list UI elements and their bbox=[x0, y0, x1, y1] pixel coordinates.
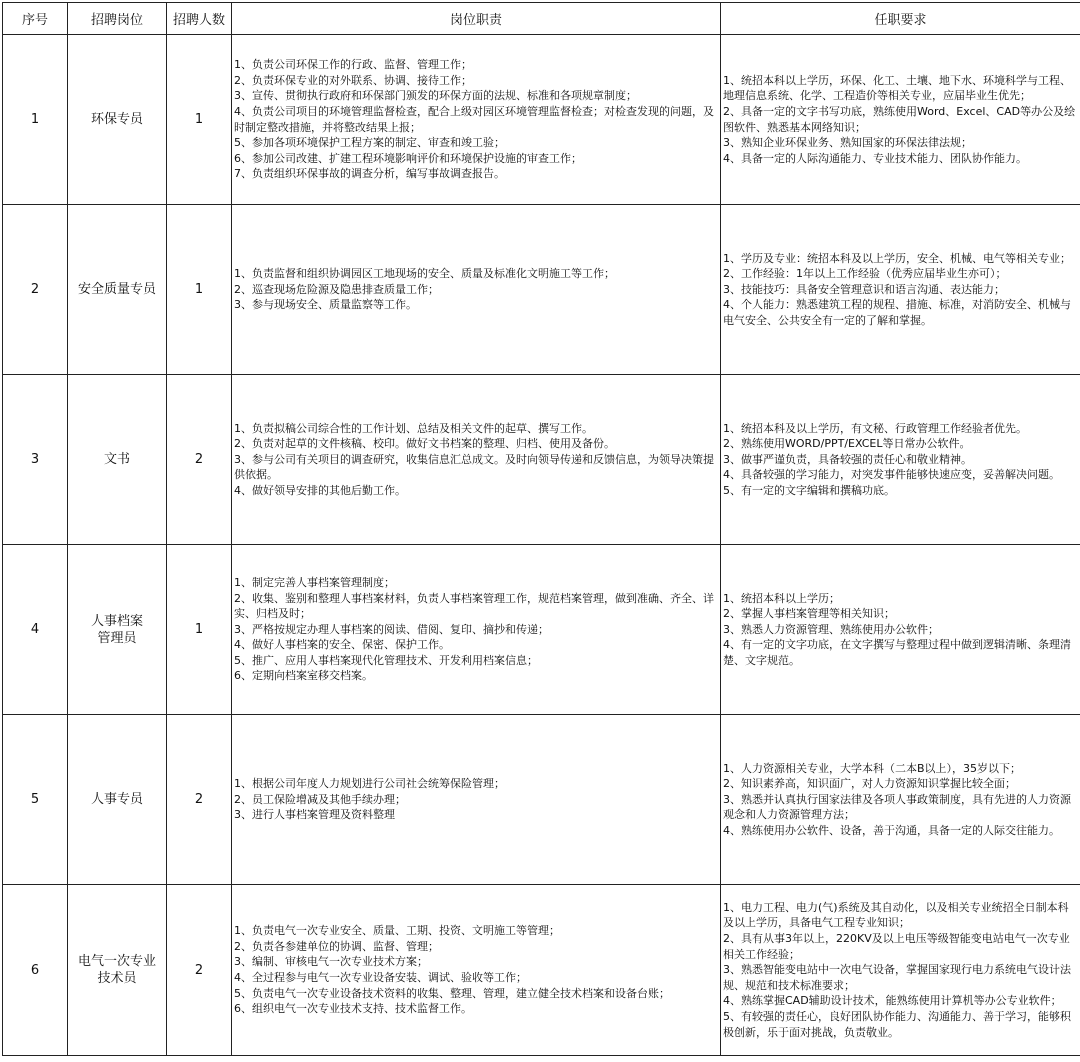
requirement-item: 3、技能技巧：具备安全管理意识和语言沟通、表达能力； bbox=[723, 282, 1005, 296]
requirement-item: 3、熟悉智能变电站中一次电气设备，掌握国家现行电力系统电气设计法规、规范和技术标准要求； bbox=[723, 963, 1071, 992]
requirement-item: 3、熟悉并认真执行国家法律及各项人事政策制度，具有先进的人力资源观念和人力资源管理方法； bbox=[723, 792, 1071, 822]
duty-item: 5、参加各项环境保护工程方案的制定、审查和竣工验； bbox=[234, 136, 505, 150]
row-count: 2 bbox=[167, 715, 232, 885]
row-no: 6 bbox=[3, 885, 68, 1056]
row-duties bbox=[232, 885, 721, 1056]
duty-item: 3、宣传、贯彻执行政府和环保部门颁发的环保方面的法规、标准和各项规章制度； bbox=[234, 89, 637, 103]
table-row bbox=[3, 885, 1080, 1056]
requirement-item: 3、做事严谨负责，具备较强的责任心和敬业精神。 bbox=[723, 452, 972, 466]
duty-item: 4、做好人事档案的安全、保密、保护工作。 bbox=[234, 638, 450, 652]
requirement-item: 5、有一定的文字编辑和撰稿功底。 bbox=[723, 483, 895, 497]
requirement-item: 1、学历及专业：统招本科及以上学历，安全、机械、电气等相关专业； bbox=[723, 251, 1071, 265]
requirement-item: 4、有一定的文字功底，在文字撰写与整理过程中做到逻辑清晰、条理清楚、文字规范。 bbox=[723, 638, 1071, 667]
duty-item: 5、负责电气一次专业设备技术资料的收集、整理、管理，建立健全技术档案和设备台账； bbox=[234, 986, 670, 1000]
duty-item: 2、负责各参建单位的协调、监督、管理； bbox=[234, 939, 439, 953]
requirement-item: 2、熟练使用WORD/PPT/EXCEL等日常办公软件。 bbox=[723, 437, 971, 451]
row-position bbox=[68, 545, 167, 715]
duty-item: 6、参加公司改建、扩建工程环境影响评价和环境保护设施的审查工作； bbox=[234, 151, 582, 165]
duty-item: 7、负责组织环保事故的调查分析，编写事故调查报告。 bbox=[234, 167, 505, 181]
duty-item: 3、参与公司有关项目的调查研究，收集信息汇总成文。及时向领导传递和反馈信息，为领导决策提供依据。 bbox=[234, 452, 714, 482]
row-position bbox=[68, 205, 167, 375]
row-duties bbox=[232, 715, 721, 885]
header-no: 序号 bbox=[3, 3, 68, 35]
duty-item: 2、巡查现场危险源及隐患排查质量工作； bbox=[234, 282, 439, 296]
table-row bbox=[3, 545, 1080, 715]
duty-item: 5、推广、应用人事档案现代化管理技术、开发利用档案信息； bbox=[234, 653, 538, 667]
row-duties bbox=[232, 35, 721, 205]
row-requirements bbox=[721, 545, 1080, 715]
position-line: 管理员 bbox=[97, 630, 137, 646]
table-header-row bbox=[3, 3, 1080, 35]
table-row bbox=[3, 35, 1080, 205]
duty-item: 3、参与现场安全、质量监察等工作。 bbox=[234, 298, 417, 312]
row-no: 4 bbox=[3, 545, 68, 715]
requirement-item: 1、统招本科以上学历； bbox=[723, 591, 840, 605]
row-count: 1 bbox=[167, 35, 232, 205]
row-requirements bbox=[721, 715, 1080, 885]
row-position bbox=[68, 715, 167, 885]
requirement-item: 1、电力工程、电力(气)系统及其自动化，以及相关专业统招全日制本科及以上学历，具备电气工程专业知识； bbox=[723, 900, 1069, 930]
row-requirements bbox=[721, 885, 1080, 1056]
duty-item: 3、编制、审核电气一次专业技术方案； bbox=[234, 955, 428, 969]
duty-item: 4、负责公司项目的环境管理监督检查，配合上级对园区环境管理监督检查；对检查发现的问题，及时制定整改措施，并将整改结果上报； bbox=[234, 104, 714, 134]
row-count: 1 bbox=[167, 545, 232, 715]
requirement-item: 3、熟知企业环保业务、熟知国家的环保法律法规； bbox=[723, 136, 972, 150]
duty-item: 1、负责公司环保工作的行政、监督、管理工作； bbox=[234, 58, 472, 72]
duty-item: 2、负责对起草的文件核稿、校印。做好文书档案的整理、归档、使用及备份。 bbox=[234, 437, 615, 451]
recruitment-table bbox=[2, 2, 1080, 1056]
requirement-item: 1、统招本科及以上学历，有文秘、行政管理工作经验者优先。 bbox=[723, 421, 1027, 435]
position-line: 人事档案 bbox=[90, 613, 143, 629]
duty-item: 4、全过程参与电气一次专业设备安装、调试、验收等工作； bbox=[234, 971, 527, 984]
requirement-item: 4、熟练掌握CAD辅助设计技术，能熟练使用计算机等办公专业软件； bbox=[723, 994, 1062, 1008]
table-body bbox=[3, 35, 1080, 1056]
requirement-item: 1、统招本科以上学历，环保、化工、土壤、地下水、环境科学与工程、地理信息系统、化学、工程造价等相关专业，应届毕业生优先； bbox=[723, 73, 1071, 103]
header-position: 招聘岗位 bbox=[68, 3, 167, 35]
requirement-item: 4、个人能力：熟悉建筑工程的规程、措施、标准，对消防安全、机械与电气安全、公共安全有一定的了解和掌握。 bbox=[723, 298, 1071, 327]
header-count: 招聘人数 bbox=[167, 3, 232, 35]
table-row bbox=[3, 715, 1080, 885]
requirement-item: 4、具备较强的学习能力，对突发事件能够快速应变，妥善解决问题。 bbox=[723, 468, 1060, 482]
row-position bbox=[68, 35, 167, 205]
row-count: 2 bbox=[167, 885, 232, 1056]
requirement-item: 2、掌握人事档案管理等相关知识； bbox=[723, 607, 895, 621]
duty-item: 6、组织电气一次专业技术支持、技术监督工作。 bbox=[234, 1002, 472, 1016]
requirement-item: 5、有较强的责任心，良好团队协作能力、沟通能力、善于学习，能够积极创新，乐于面对挑战，负责敬业。 bbox=[723, 1009, 1071, 1039]
requirement-item: 4、具备一定的人际沟通能力、专业技术能力、团队协作能力。 bbox=[723, 151, 1027, 165]
duty-item: 4、做好领导安排的其他后勤工作。 bbox=[234, 483, 406, 497]
row-no: 2 bbox=[3, 205, 68, 375]
duty-item: 1、负责拟稿公司综合性的工作计划、总结及相关文件的起草、撰写工作。 bbox=[234, 421, 593, 435]
row-requirements bbox=[721, 375, 1080, 545]
header-requirements: 任职要求 bbox=[721, 3, 1080, 35]
duty-item: 1、根据公司年度人力规划进行公司社会统筹保险管理； bbox=[234, 777, 505, 791]
requirement-item: 2、工作经验：1年以上工作经验（优秀应届毕业生亦可）； bbox=[723, 267, 1007, 281]
row-count: 1 bbox=[167, 205, 232, 375]
requirement-item: 4、熟练使用办公软件、设备，善于沟通，具备一定的人际交往能力。 bbox=[723, 823, 1060, 837]
requirement-item: 2、具有从事3年以上，220KV及以上电压等级智能变电站电气一次专业相关工作经验； bbox=[723, 932, 1070, 961]
position-line: 安全质量专员 bbox=[77, 282, 156, 297]
duty-item: 6、定期向档案室移交档案。 bbox=[234, 669, 373, 683]
row-duties bbox=[232, 375, 721, 545]
row-position bbox=[68, 375, 167, 545]
position-line: 文书 bbox=[103, 452, 130, 467]
requirement-item: 2、知识素养高，知识面广，对人力资源知识掌握比较全面； bbox=[723, 777, 1016, 791]
duty-item: 1、负责监督和组织协调园区工地现场的安全、质量及标准化文明施工等工作； bbox=[234, 267, 615, 281]
row-no: 3 bbox=[3, 375, 68, 545]
duty-item: 3、进行人事档案管理及资料整理 bbox=[234, 808, 395, 822]
duty-item: 2、员工保险增减及其他手续办理； bbox=[234, 792, 406, 806]
requirement-item: 2、具备一定的文字书写功底，熟练使用Word、Excel、CAD等办公及绘图软件、熟悉基本网络知识； bbox=[723, 104, 1076, 134]
position-line: 人事专员 bbox=[90, 792, 143, 807]
position-line: 环保专员 bbox=[90, 112, 143, 127]
requirement-item: 3、熟悉人力资源管理、熟练使用办公软件； bbox=[723, 622, 939, 636]
position-line: 电气一次专业 bbox=[77, 954, 156, 969]
row-count: 2 bbox=[167, 375, 232, 545]
position-line: 技术员 bbox=[97, 971, 137, 986]
row-requirements bbox=[721, 35, 1080, 205]
duty-item: 2、收集、鉴别和整理人事档案材料，负责人事档案管理工作，规范档案管理，做到准确、齐全、详实、归档及时； bbox=[234, 591, 714, 621]
row-no: 1 bbox=[3, 35, 68, 205]
row-duties bbox=[232, 205, 721, 375]
duty-item: 1、制定完善人事档案管理制度； bbox=[234, 575, 395, 589]
duty-item: 3、严格按规定办理人事档案的阅读、借阅、复印、摘抄和传递； bbox=[234, 622, 549, 636]
header-duties: 岗位职责 bbox=[232, 3, 721, 35]
row-position bbox=[68, 885, 167, 1056]
duty-item: 1、负责电气一次专业安全、质量、工期、投资、文明施工等管理； bbox=[234, 924, 560, 938]
row-requirements bbox=[721, 205, 1080, 375]
table-row bbox=[3, 375, 1080, 545]
requirement-item: 1、人力资源相关专业，大学本科（二本B以上），35岁以下； bbox=[723, 761, 1022, 775]
duty-item: 2、负责环保专业的对外联系、协调、接待工作； bbox=[234, 73, 472, 87]
row-no: 5 bbox=[3, 715, 68, 885]
table-row bbox=[3, 205, 1080, 375]
row-duties bbox=[232, 545, 721, 715]
